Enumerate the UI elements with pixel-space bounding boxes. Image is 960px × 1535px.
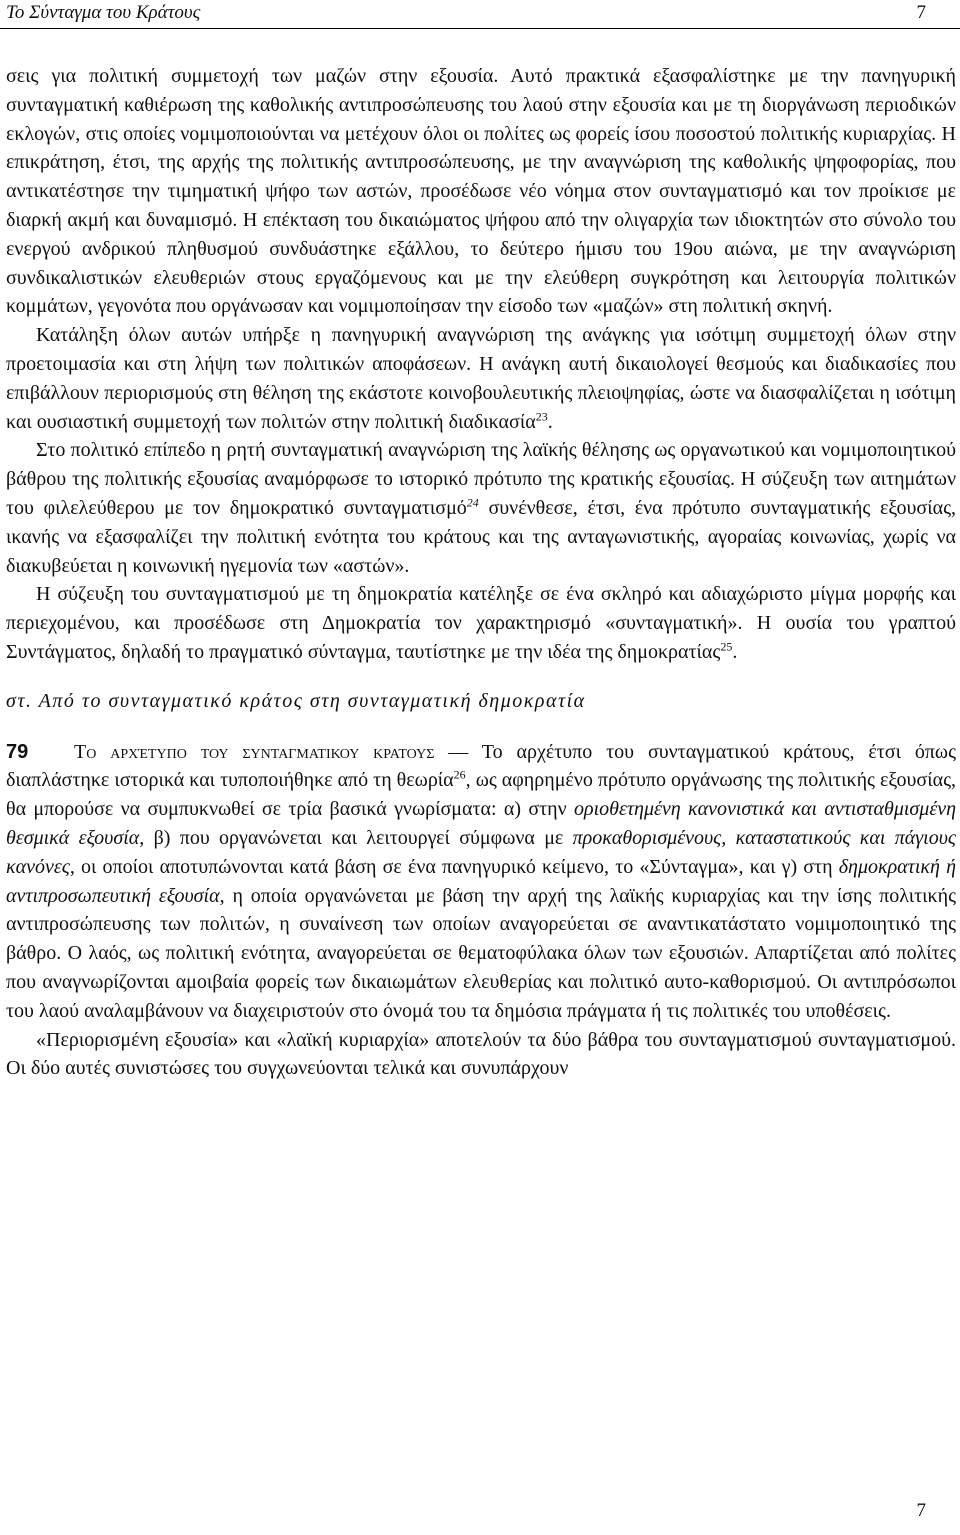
paragraph-3 <box>6 436 956 580</box>
paragraph-2 <box>6 321 956 436</box>
paragraph-4-end: . <box>732 640 738 663</box>
section-heading: στ. Από το συνταγματικό κράτος στη συνταγματική δημοκρατία <box>6 689 586 712</box>
paragraph-79-text-3: , β) που οργανώνεται και λειτουργεί σύμφωνα με <box>139 826 573 849</box>
running-header <box>0 0 960 29</box>
paragraph-4-text: Η σύζευξη του συνταγματισμού με τη δημοκρατία κατέληξε σε ένα σκληρό και αδιαχώριστο μίγμα μορφής και περιεχομένου, και προσέδωσε στη Δημοκρατία τον χαρακτηρισμό «συνταγματική». Η ουσία του γραπτού Συντάγματος, δηλαδή το πραγματικό σύνταγμα, ταυτίστηκε με την ιδέα της δημοκρατίας <box>6 583 956 663</box>
emphasis-3: δημοκρατική ή αντιπροσωπευτική εξουσία <box>6 855 956 907</box>
footnote-ref-25: 25 <box>720 639 733 654</box>
paragraph-79-text-1: Το αρχέτυπο του συνταγματικού κράτους, έτσι όπως διαπλάστηκε ιστορικά και τυποποιήθηκε από τη θεωρία <box>6 740 957 792</box>
paragraph-79-title: Το αρχέτυπο του συνταγματικου κρατουσ <box>74 740 435 763</box>
paragraph-79-text <box>6 738 956 1026</box>
footer-page-number: 7 <box>916 1500 926 1521</box>
paragraph-79-text-5: , η οποία οργανώνεται με βάση την αρχή της λαϊκής κυριαρχίας και την ίσης πολιτικής αντιπροσώπευσης των πολιτών, η συναίνεση των οποίων αναγορεύεται σε αναντικατάστατο νομιμοποιητικό της βάθρο. Ο λαός, ως πολιτική ενότητα, αναγορεύεται σε θεματοφύλακα όλων των εξουσιών. Απαρτίζεται από πολίτες που αναγνωρίζονται αμοιβαία φορείς των δικαιωμάτων ελευθερίας και πολιτικό αυτο-καθορισμού. Οι αντιπρόσωποι του λαού αναλαμβάνουν να διαχειριστούν στο όνομά του τα δημόσια πράγματα ή τις πολιτικές του υποθέσεις. <box>6 884 956 1022</box>
footnote-ref-26: 26 <box>453 767 466 782</box>
body-text <box>6 62 956 1083</box>
paragraph-1: σεις για πολιτική συμμετοχή των μαζών στην εξουσία. Αυτό πρακτικά εξασφαλίστηκε με την πανηγυρική συνταγματική καθιέρωση της καθολικής αντιπροσώπευσης του λαού στην εξουσία και με τη διοργάνωση περιοδικών εκλογών, στις οποίες νομιμοποιούνται να μετέχουν όλοι οι πολίτες ως φορείς ίσου ποσοστού πολιτικής κυριαρχίας. Η επικράτηση, έτσι, της αρχής της πολιτικής αντιπροσώπευσης, με την αναγνώριση της καθολικής ψηφοφορίας, που αντικατέστησε την τιμηματική ψήφο των αστών, προσέδωσε νέο νόημα στον συνταγματισμό και τον προίκισε με διαρκή ακμή και δυναμισμό. Η επέκταση του δικαιώματος ψήφου από την ολιγαρχία των ιδιοκτητών στο σύνολο του ενεργού ανδρικού πληθυσμού συνδυάστηκε εξάλλου, το δεύτερο ήμισυ του 19ου αιώνα, με την αναγνώριση συνδικαλιστικών ελευθεριών στους εργαζόμενους και με την ελεύθερη συγκρότηση και λειτουργία πολιτικών κομμάτων, γεγονότα που οργάνωσαν και νομιμοποίησαν την είσοδο των «μαζών» στη πολιτική σκηνή. <box>6 65 956 318</box>
paragraph-3-text-a: Στο πολιτικό επίπεδο η ρητή συνταγματική αναγνώριση της λαϊκής θέλησης ως οργανωτικού και νομιμοποιητικού βάθρου της πολιτικής εξουσίας αναμόρφωσε το ιστορικό πρότυπο της κρατικής εξουσίας. Η σύζευξη των αιτημάτων του φιλελεύθερου με τον δημοκρατικό συνταγματισμό <box>6 439 956 519</box>
paragraph-4 <box>6 580 956 666</box>
paragraph-79 <box>6 738 956 1026</box>
paragraph-2-end: . <box>547 410 553 433</box>
paragraph-79-text-2: , ως αφηρημένο πρότυπο οργάνωσης της πολιτικής εξουσίας, θα μπορούσε να συμπυκνωθεί σε τρία βασικά γνωρίσματα: α) στην <box>6 769 956 821</box>
emphasis-1: οριοθετημένη κανονιστικά και αντισταθμισμένη θεσμικά εξουσία <box>6 798 957 849</box>
paragraph-number: 79 <box>6 740 29 763</box>
footnote-ref-24: 24 <box>466 495 479 510</box>
header-page-number: 7 <box>916 2 926 23</box>
em-dash: — <box>434 740 482 763</box>
paragraph-last: «Περιορισμένη εξουσία» και «λαϊκή κυριαρχία» αποτελούν τα δύο βάθρα του συνταγματισμού συνταγματισμού. Οι δύο αυτές συνιστώσες του συγχωνεύονται τελικά και συνυπάρχουν <box>6 1028 956 1080</box>
emphasis-2: προκαθορισμένους, καταστατικούς και πάγιους κανόνες <box>6 826 956 878</box>
paragraph-79-text-4: , οι οποίοι αποτυπώνονται κατά βάση σε ένα πανηγυρικό κείμενο, το «Σύνταγμα», και γ) στη <box>69 855 839 878</box>
paragraph-2-text: Κατάληξη όλων αυτών υπήρξε η πανηγυρική αναγνώριση της ανάγκης για ισότιμη συμμετοχή όλων στην προετοιμασία και στη λήψη των πολιτικών αποφάσεων. Η ανάγκη αυτή δικαιολογεί θεσμούς και διαδικασίες που επιβάλλουν περιορισμούς στη θέληση της εκάστοτε κοινοβουλευτικής πλειοψηφίας, ώστε να διασφαλίζεται η ισότιμη και ουσιαστική συμμετοχή των πολιτών στην πολιτική διαδικασία <box>6 324 956 433</box>
footnote-ref-23: 23 <box>535 408 548 423</box>
running-header-title: Το Σύνταγμα του Κράτους <box>6 2 201 23</box>
paragraph-3-text-b: συνένθεσε, έτσι, ένα πρότυπο συνταγματικής εξουσίας, ικανής να εξασφαλίζει την πολιτική ενότητα του κράτους και της ανταγωνιστικής, αγοραίας κοινωνίας, χωρίς να διακυβεύεται η κοινωνική ηγεμονία των «αστών». <box>6 496 956 577</box>
